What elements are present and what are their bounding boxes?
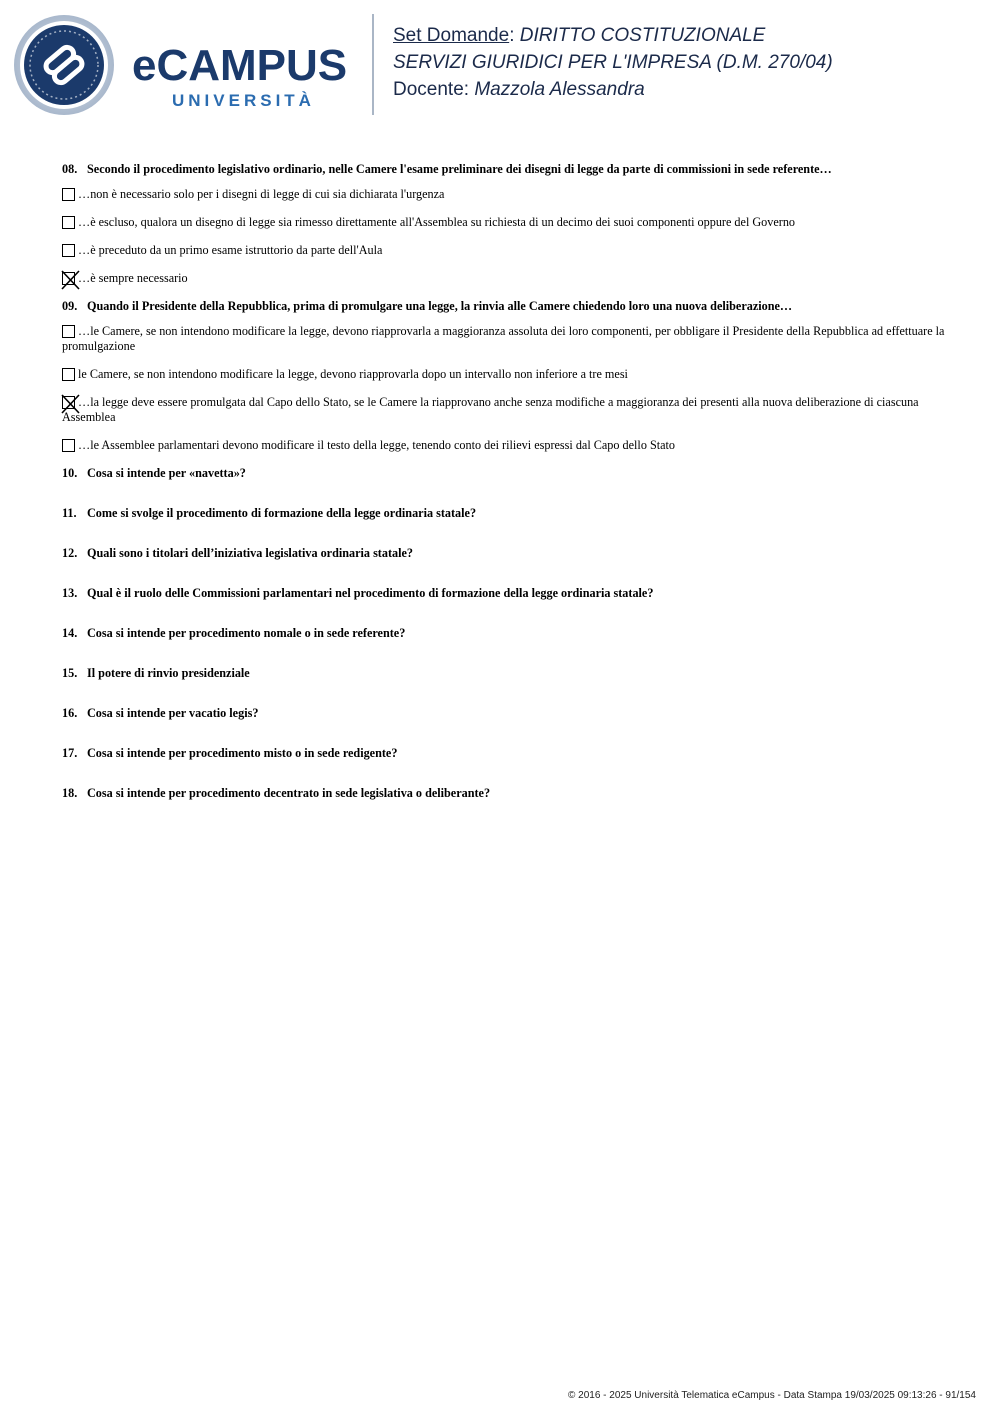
header-info (393, 22, 833, 103)
question-number: 13. (62, 586, 78, 600)
question-text: Cosa si intende per procedimento misto o in sede redigente? (87, 746, 398, 760)
question-number: 17. (62, 746, 78, 760)
checkbox-checked[interactable] (62, 272, 75, 285)
answer-text: …è preceduto da un primo esame istruttorio da parte dell'Aula (78, 243, 383, 257)
set-separator: : (509, 25, 515, 46)
answer-text: …le Assemblee parlamentari devono modificare il testo della legge, tenendo conto dei rilievi espressi dal Capo dello Stato (78, 438, 676, 452)
answer-text: …non è necessario solo per i disegni di legge di cui sia dichiarata l'urgenza (78, 187, 445, 201)
question-title (62, 162, 947, 177)
page-footer: © 2016 - 2025 Università Telematica eCampus - Data Stampa 19/03/2025 09:13:26 - 91/154 (568, 1390, 976, 1401)
open-question (62, 786, 947, 801)
checkbox[interactable] (62, 439, 75, 452)
answer-option[interactable] (62, 395, 947, 425)
checkbox[interactable] (62, 325, 75, 338)
checkbox[interactable] (62, 244, 75, 257)
question-number: 08. (62, 162, 78, 176)
question-text: Quando il Presidente della Repubblica, prima di promulgare una legge, la rinvia alle Camere chiedendo loro una nuova deliberazione… (87, 299, 793, 313)
question-text: Cosa si intende per procedimento nomale o in sede referente? (87, 626, 406, 640)
answer-option[interactable] (62, 324, 947, 354)
question-text: Cosa si intende per «navetta»? (87, 466, 246, 480)
answer-text: …è escluso, qualora un disegno di legge sia rimesso direttamente all'Assemblea su richiesta di un decimo dei suoi componenti oppure del Governo (78, 215, 796, 229)
question-09 (62, 299, 947, 453)
question-text: Quali sono i titolari dell’iniziativa legislativa ordinaria statale? (87, 546, 414, 560)
set-label: Set Domande (393, 25, 510, 46)
question-text: Cosa si intende per procedimento decentrato in sede legislativa o deliberante? (87, 786, 491, 800)
ecampus-seal-icon (14, 14, 359, 116)
open-question (62, 546, 947, 561)
open-question (62, 626, 947, 641)
question-number: 11. (62, 506, 77, 520)
course-name: DIRITTO COSTITUZIONALE (519, 25, 766, 46)
logo-wordmark: eCAMPUS (132, 41, 348, 90)
answer-option[interactable] (62, 215, 947, 230)
answer-option[interactable] (62, 438, 947, 453)
question-text: Secondo il procedimento legislativo ordinario, nelle Camere l'esame preliminare dei disegni di legge da parte di commissioni in sede referente… (87, 162, 832, 176)
answer-text: …è sempre necessario (78, 271, 188, 285)
open-question (62, 586, 947, 601)
question-text: Qual è il ruolo delle Commissioni parlamentari nel procedimento di formazione della legge ordinaria statale? (87, 586, 654, 600)
question-number: 14. (62, 626, 78, 640)
open-question (62, 666, 947, 681)
checkbox[interactable] (62, 368, 75, 381)
open-question (62, 466, 947, 481)
open-question (62, 506, 947, 521)
answer-option[interactable] (62, 243, 947, 258)
check-cross-icon (61, 394, 80, 414)
question-number: 09. (62, 299, 78, 313)
checkbox[interactable] (62, 216, 75, 229)
header-divider (372, 14, 374, 115)
answer-option[interactable] (62, 367, 947, 382)
question-number: 16. (62, 706, 78, 720)
degree-name: SERVIZI GIURIDICI PER L'IMPRESA (D.M. 270/04) (393, 52, 833, 73)
question-number: 10. (62, 466, 78, 480)
question-number: 15. (62, 666, 78, 680)
logo-subtext: UNIVERSITÀ (172, 91, 315, 110)
check-cross-icon (61, 270, 80, 290)
question-title (62, 299, 947, 314)
open-question (62, 746, 947, 761)
teacher-name: Mazzola Alessandra (474, 79, 645, 100)
questions-list (62, 162, 947, 826)
checkbox-checked[interactable] (62, 396, 75, 409)
question-text: Cosa si intende per vacatio legis? (87, 706, 259, 720)
question-text: Il potere di rinvio presidenziale (87, 666, 250, 680)
answer-text: le Camere, se non intendono modificare la legge, devono riapprovarla dopo un intervallo non inferiore a tre mesi (78, 367, 628, 381)
question-text: Come si svolge il procedimento di formazione della legge ordinaria statale? (87, 506, 477, 520)
answer-text: …la legge deve essere promulgata dal Capo dello Stato, se le Camere la riapprovano anche senza modifiche a maggioranza dei presenti alla nuova deliberazione di ciascuna Assemblea (62, 395, 919, 424)
answer-option[interactable] (62, 271, 947, 286)
question-number: 12. (62, 546, 78, 560)
teacher-label: Docente: (393, 79, 470, 100)
checkbox[interactable] (62, 188, 75, 201)
open-question (62, 706, 947, 721)
ecampus-logo (14, 14, 359, 116)
answer-text: …le Camere, se non intendono modificare la legge, devono riapprovarla a maggioranza assoluta dei loro componenti, per obbligare il Presidente della Repubblica ad effettuare la promulgazione (62, 324, 945, 353)
question-number: 18. (62, 786, 78, 800)
answer-option[interactable] (62, 187, 947, 202)
question-08 (62, 162, 947, 286)
